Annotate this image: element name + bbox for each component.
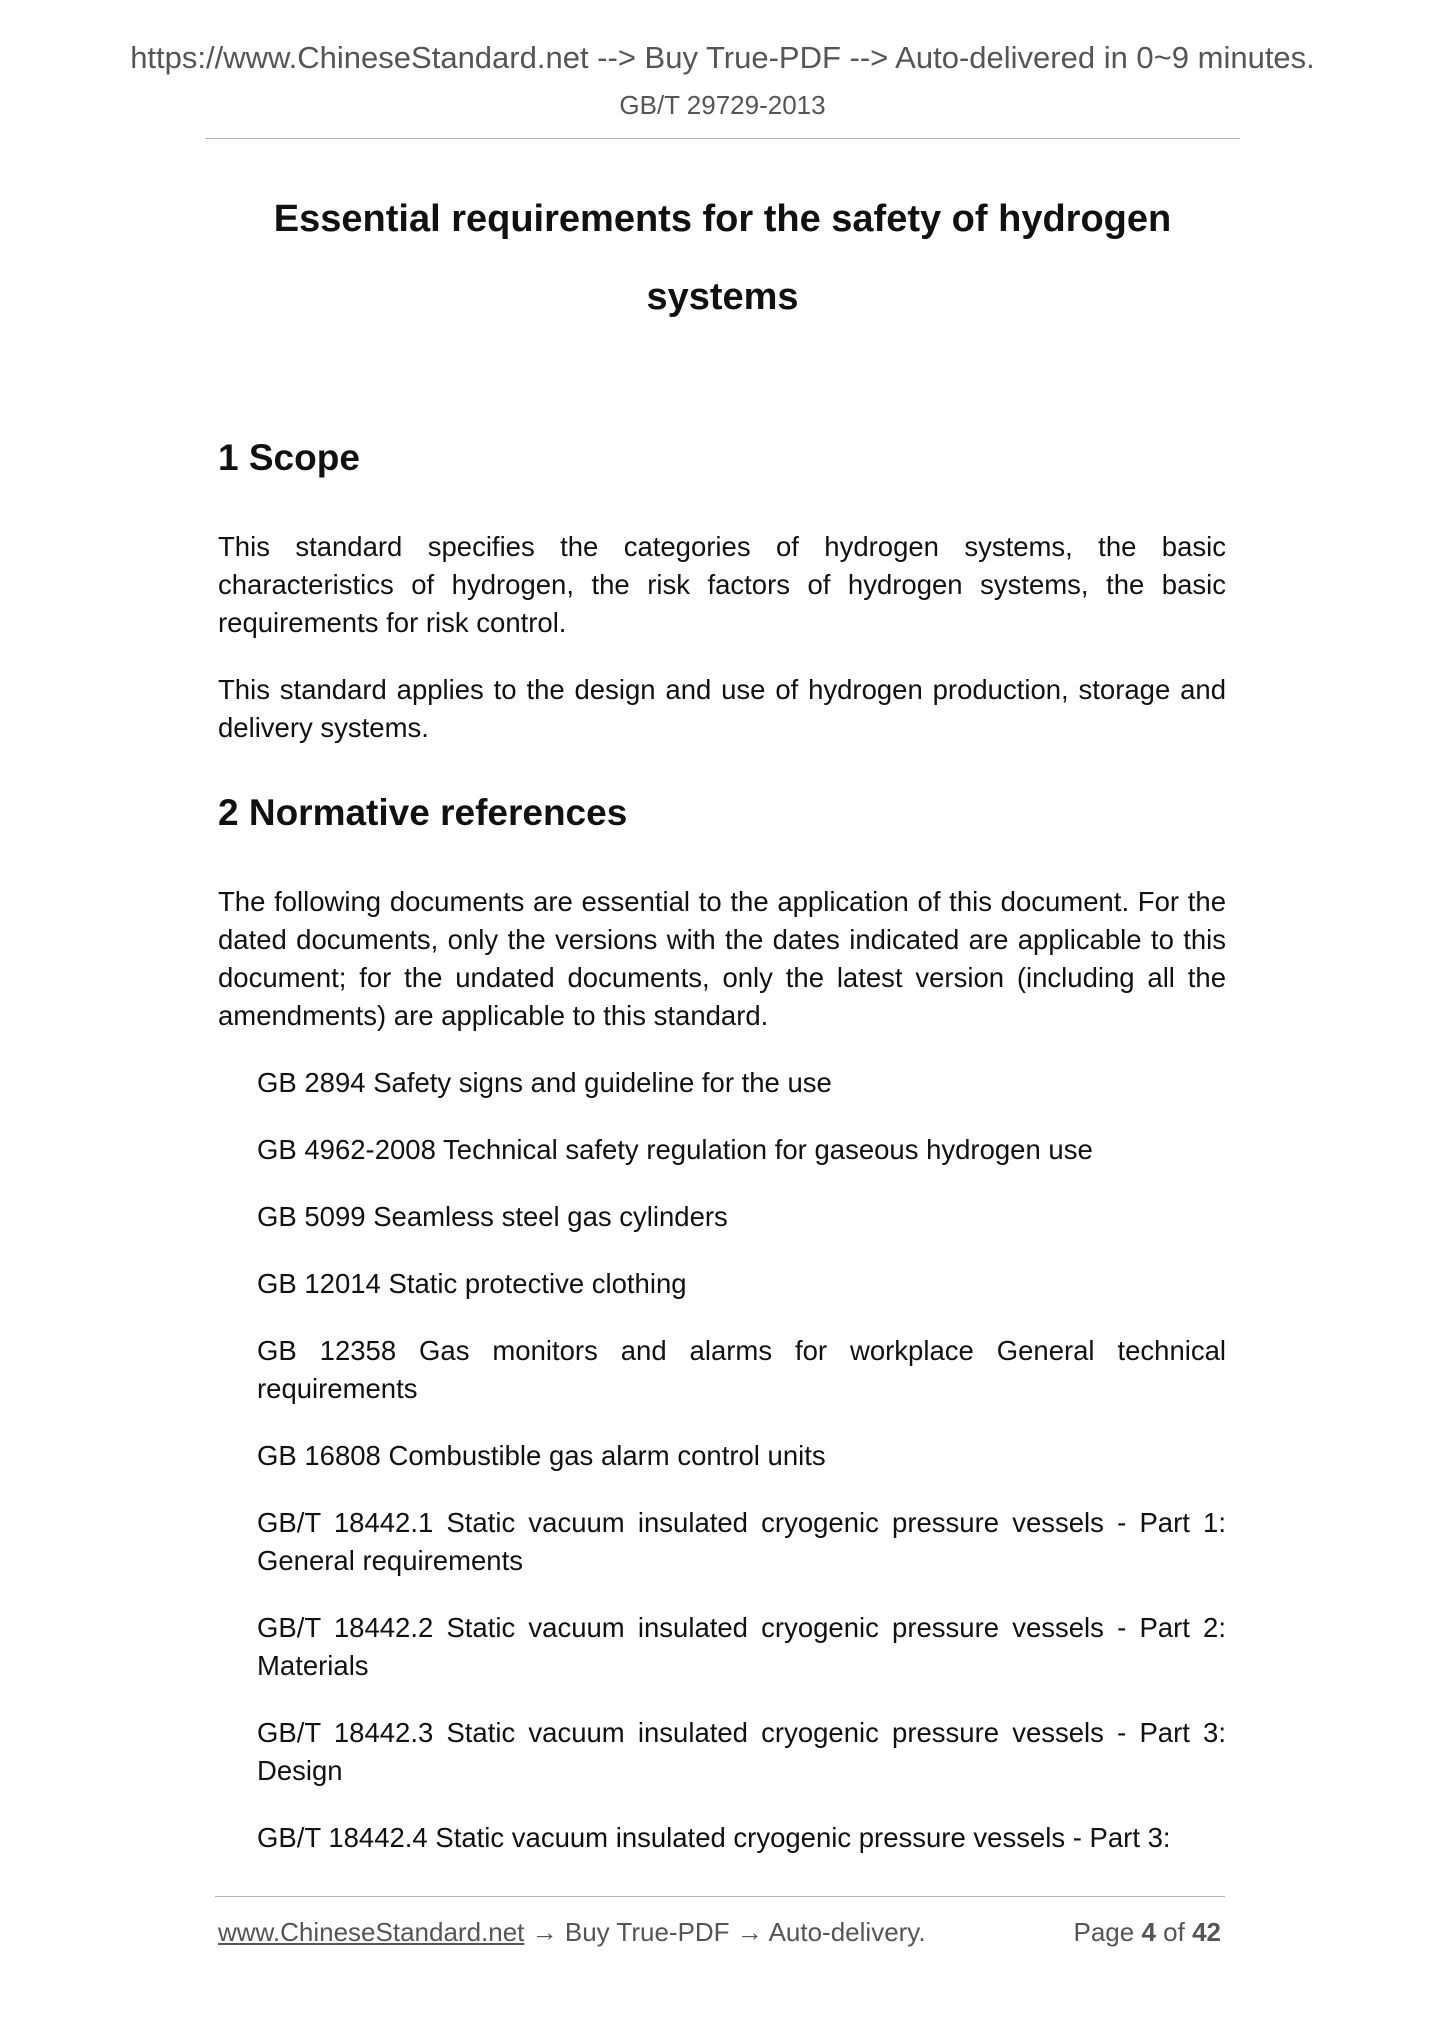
section-heading: 2 Normative references bbox=[218, 792, 628, 833]
footer-left bbox=[218, 1917, 926, 1948]
document-body bbox=[218, 428, 1226, 1886]
page-number: 4 bbox=[1141, 1917, 1156, 1947]
reference-item: GB 12014 Static protective clothing bbox=[257, 1268, 687, 1299]
of-label: of bbox=[1163, 1917, 1185, 1947]
reference-list bbox=[218, 1064, 1226, 1857]
section-heading: 1 Scope bbox=[218, 437, 360, 478]
paragraph: This standard applies to the design and use of hydrogen production, storage and delivery systems. bbox=[218, 674, 1226, 743]
reference-item: GB 12358 Gas monitors and alarms for workplace General technical requirements bbox=[257, 1335, 1226, 1404]
section-normative-references bbox=[218, 783, 1226, 1857]
reference-item: GB/T 18442.1 Static vacuum insulated cryogenic pressure vessels - Part 1: General requirements bbox=[257, 1507, 1226, 1576]
document-title: Essential requirements for the safety of hydrogen systems bbox=[273, 198, 1172, 318]
page-indicator bbox=[1073, 1917, 1221, 1948]
url-banner: https://www.ChineseStandard.net --> Buy True-PDF --> Auto-delivered in 0~9 minutes. bbox=[130, 40, 1315, 75]
reference-item: GB 5099 Seamless steel gas cylinders bbox=[257, 1201, 728, 1232]
reference-item: GB 2894 Safety signs and guideline for the use bbox=[257, 1067, 832, 1098]
paragraph: This standard specifies the categories of hydrogen systems, the basic characteristics of hydrogen, the risk factors of hydrogen systems, the basic requirements for risk control. bbox=[218, 531, 1226, 638]
footer-tagline: → Buy True-PDF → Auto-delivery. bbox=[524, 1917, 926, 1947]
total-pages: 42 bbox=[1192, 1917, 1221, 1947]
section-scope bbox=[218, 428, 1226, 747]
header-divider bbox=[205, 138, 1240, 139]
page-label: Page bbox=[1073, 1917, 1135, 1947]
reference-item: GB 16808 Combustible gas alarm control units bbox=[257, 1440, 826, 1471]
reference-item: GB/T 18442.2 Static vacuum insulated cryogenic pressure vessels - Part 2: Materials bbox=[257, 1612, 1226, 1681]
website-link[interactable]: www.ChineseStandard.net bbox=[218, 1917, 525, 1947]
reference-item: GB/T 18442.4 Static vacuum insulated cryogenic pressure vessels - Part 3: bbox=[257, 1822, 1171, 1853]
paragraph: The following documents are essential to the application of this document. For the dated documents, only the versions with the dates indicated are applicable to this document; for the undated documents, only the latest version (including all the amendments) are applicable to this standard. bbox=[218, 886, 1226, 1031]
reference-item: GB/T 18442.3 Static vacuum insulated cryogenic pressure vessels - Part 3: Design bbox=[257, 1717, 1226, 1786]
document-code: GB/T 29729-2013 bbox=[619, 90, 826, 120]
footer-divider bbox=[215, 1896, 1225, 1897]
reference-item: GB 4962-2008 Technical safety regulation for gaseous hydrogen use bbox=[257, 1134, 1093, 1165]
